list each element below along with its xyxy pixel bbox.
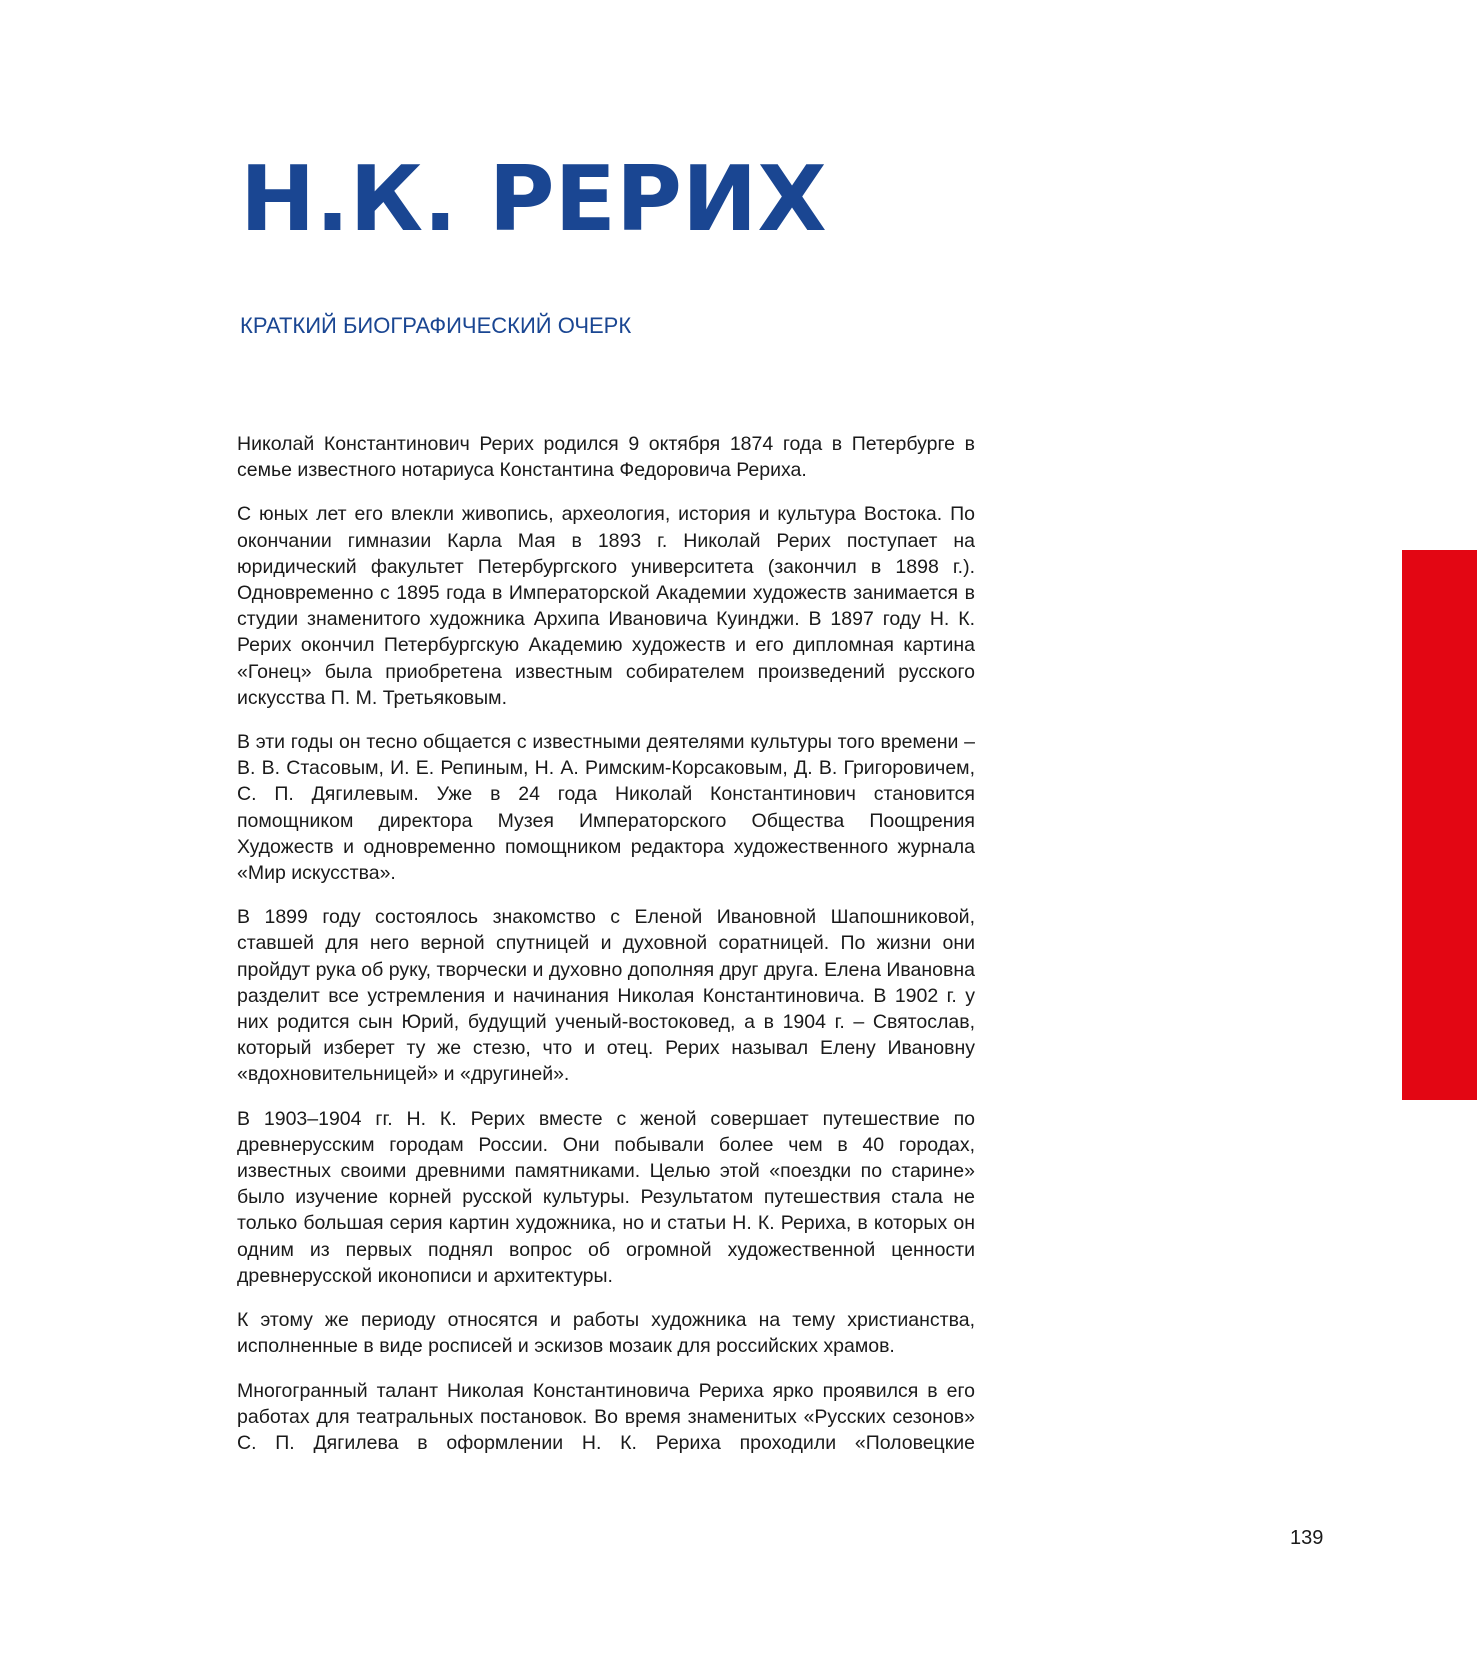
paragraph-4: В 1899 году состоялось знакомство с Еленой Ивановной Шапошниковой, ставшей для него верной спутницей и духовной соратницей. По жизни они пройдут рука об руку, творчески и духовно дополняя друг друга. Елена Ивановна разделит все устремления и начинания Николая Константиновича. В 1902 г. у них родится сын Юрий, будущий ученый-востоковед, а в 1904 г. – Святослав, который изберет ту же стезю, что и отец. Рерих называл Елену Ивановну «вдохновительницей» и «другиней». — [237, 906, 975, 1086]
paragraph-1: Николай Константинович Рерих родился 9 октября 1874 года в Петербурге в семье известного нотариуса Константина Федоровича Рериха. — [237, 433, 975, 482]
paragraph-6: К этому же периоду относятся и работы художника на тему христианства, исполненные в виде росписей и эскизов мозаик для российских храмов. — [237, 1309, 975, 1358]
paragraph-7: Многогранный талант Николая Константиновича Рериха ярко проявился в его работах для театральных постановок. Во время знаменитых «Русских сезонов» С. П. Дягилева в оформлении Н. К. Рериха проходили «Половецкие — [237, 1379, 975, 1454]
paragraph-2: С юных лет его влекли живопись, археология, история и культура Востока. По окончании гимназии Карла Мая в 1893 г. Николай Рерих поступает на юридический факультет Петербургского университета (закончил в 1898 г.). Одновременно с 1895 года в Императорской Академии художеств занимается в студии знаменитого художника Архипа Ивановича Куинджи. В 1897 году Н. К. Рерих окончил Петербургскую Академию художеств и его дипломная картина «Гонец» была приобретена известным собирателем произведений русского искусства П. М. Третьяковым. — [237, 503, 975, 709]
paragraph-3: В эти годы он тесно общается с известными деятелями культуры того времени – В. В. Стасовым, И. Е. Репиным, Н. А. Римским-Корсаковым, Д. В. Григоровичем, С. П. Дягилевым. Уже в 24 года Николай Константинович становится помощником директора Музея Императорского Общества Поощрения Художеств и одновременно помощником редактора художественного журнала «Мир искусства». — [237, 731, 975, 885]
page-number: 139 — [1290, 1527, 1324, 1549]
red-accent-bar — [1402, 550, 1477, 1100]
page-subtitle: КРАТКИЙ БИОГРАФИЧЕСКИЙ ОЧЕРК — [240, 313, 632, 338]
paragraph-5: В 1903–1904 гг. Н. К. Рерих вместе с женой совершает путешествие по древнерусским городам России. Они побывали более чем в 40 городах, известных своими древними памятниками. Целью этой «поездки по старине» было изучение корней русской культуры. Результатом путешествия стала не только большая серия картин художника, но и статьи Н. К. Рериха, в которых он одним из первых поднял вопрос об огромной художественной ценности древнерусской иконописи и архитектуры. — [237, 1107, 975, 1287]
article-body — [237, 431, 975, 1474]
page-title: Н.К. РЕРИХ — [240, 147, 827, 252]
